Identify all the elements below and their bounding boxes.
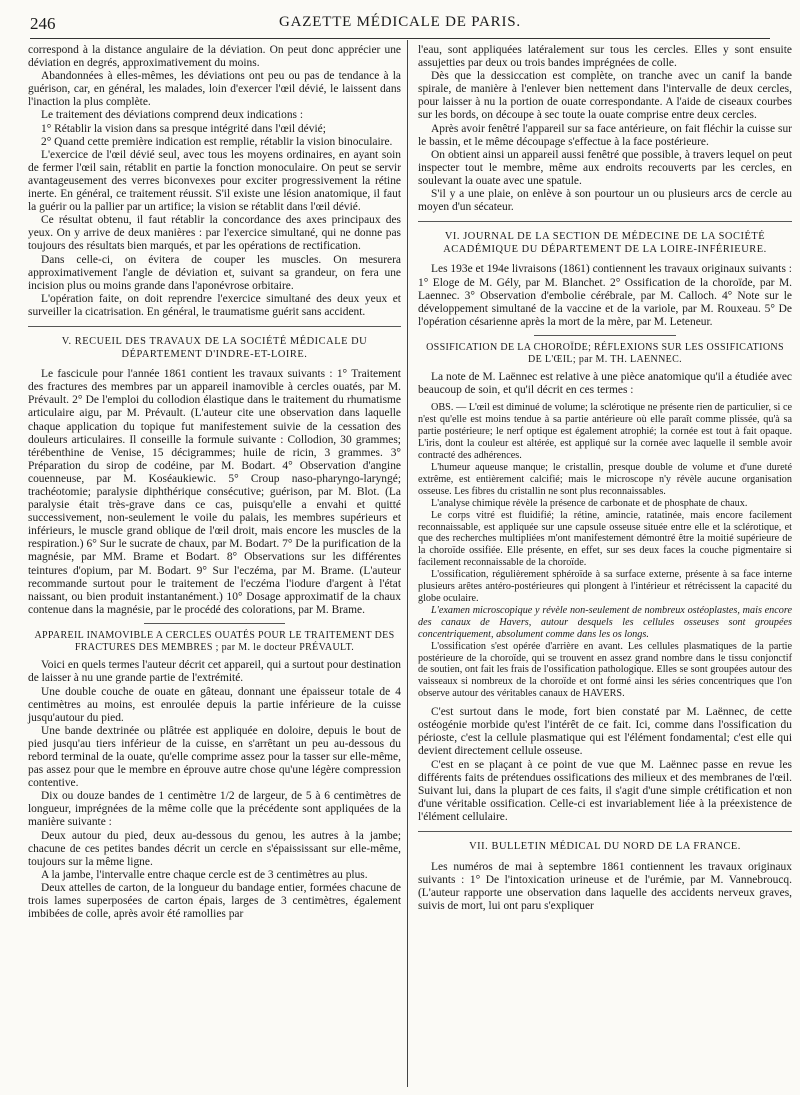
paragraph: correspond à la distance angulaire de la déviation. On peut donc apprécier une déviation en degrés, approximativement du moins.: [28, 44, 401, 70]
section-rule: [418, 221, 792, 222]
paragraph: Le fascicule pour l'année 1861 contient les travaux suivants : 1° Traitement des fractures des membres par un appareil inamovible à cercles ouatés, par M. Prévault. 2° De l'emploi du collodion élastique dans le traitement du rhumatisme articulaire aigu, par M. Prévault. (L'auteur cite une observation dans laquelle chaque application du topique fut manifestement suivie de la cessation des douleurs articulaires. Il conseille la formule suivante : Collodion, 30 grammes; térébenthine de Venise, 15 décigrammes; huile de ricin, 3 grammes. 3° Préparation du sirop de codéine, par M. Bodart. 4° Observation d'angine couenneuse, par M. Koséaukiewic. 5° Croup naso-pharyngo-laryngé; trachéotomie; paralysie diphthérique consécutive; guérison, par M. Blot. (La paralysie était très-grave dans ce cas, puisqu'elle a envahi et quitté successivement, non-seulement le voile du palais, les membres supérieurs et inférieurs, le muscle grand oblique de l'œil droit, mais encore les muscles de la respiration.) 6° Sur le sucrate de chaux, par M. Bodart. 7° De la purification de la magnésie, par MM. Brame et Bodart. 8° Observations sur les différentes teintures d'opium, par M. Bodart. 9° Sur l'eczéma, par M. Brame. (L'auteur recommande surtout pour le traitement de l'eczéma l'iodure d'argent à l'état naissant, ou bien produit instantanément.) 10° Dosage approximatif de la chaux contenue dans la magnésie, par le procédé des colorations, par M. Brame.: [28, 368, 401, 616]
paragraph: 2° Quand cette première indication est remplie, rétablir la vision binoculaire.: [41, 135, 393, 148]
paragraph: Dès que la dessiccation est complète, on tranche avec un canif la bande spirale, de manière à l'enlever bien nettement dans l'intervalle de deux cercles, pour laisser à nu la portion de ouate correspondante. A l'aide de ciseaux courbes sur les bords, on découpe à sec toute la ouate comprise entre deux cercles.: [418, 70, 792, 122]
right-column: [418, 44, 792, 913]
paragraph: l'eau, sont appliquées latéralement sur tous les cercles. Elles y sont ensuite assujetties par deux ou trois bandes imprégnées de colle.: [418, 44, 792, 70]
observation-paragraph: OBS. — L'œil est diminué de volume; la sclérotique ne présente rien de particulier, si ce n'est qu'elle est moins tendue à sa partie antérieure où elle paraît comme plissée, qu'à sa partie postérieure; le nerf optique est également atrophié; la cornée est tout à fait opaque. L'iris, dont la couleur est altérée, est appliqué sur la cornée avec laquelle il semble avoir contracté des adhérences.: [418, 402, 792, 462]
left-column: [28, 44, 401, 921]
observation-paragraph: L'ossification s'est opérée d'arrière en avant. Les cellules plasmatiques de la partie postérieure de la choroïde, qui se trouvent en assez grand nombre dans le tissu conjonctif de soutien, ont fait les frais de l'ossification pathologique. Elles se sont groupées autour des vaisseaux si nombreux de la choroïde et ont formé ainsi les séries concentriques que l'on observe autour des véritables canaux de HAVERS.: [418, 640, 792, 700]
section-heading: VII. BULLETIN MÉDICAL DU NORD DE LA FRANCE.: [469, 840, 741, 852]
section-rule: [534, 335, 676, 336]
paragraph: Une bande dextrinée ou plâtrée est appliquée en doloire, depuis le bout de pied jusqu'au tiers inférieur de la cuisse, en s'arrêtant un peu au-dessous du rebord terminal de la ouate, qu'elle comprime assez pour la tasser sur elle-même, pas assez pour que le membre en éprouve autre chose qu'une légère compression contentive.: [28, 724, 401, 790]
paragraph: L'opération faite, on doit reprendre l'exercice simultané des deux yeux et surveiller la cicatrisation. En général, le traumatisme guérit sans accident.: [28, 292, 401, 318]
section-rule: [418, 831, 792, 832]
observation-paragraph: L'ossification, régulièrement sphéroïde à sa surface externe, présente à sa face interne plusieurs arêtes antéro-postérieures qui plongent à l'intérieur et rétrécissent la capacité du globe oculaire.: [418, 569, 792, 604]
paragraph: C'est surtout dans le mode, fort bien constaté par M. Laënnec, de cette ostéogénie morbide qu'est l'intérêt de ce fait. Ici, comme dans l'ossification du périoste, c'est la cellule plasmatique qui est l'élément fondamental; c'est elle qui devient directement cellule osseuse.: [418, 706, 792, 758]
paragraph: Deux attelles de carton, de la longueur du bandage entier, formées chacune de trois lames superposées de carton épais, larges de 3 centimètres, également imbibées de colle, après avoir été ramollies par: [28, 881, 401, 921]
paragraph: Deux autour du pied, deux au-dessous du genou, les autres à la jambe; chacune de ces petites bandes décrit un cercle en s'épaississant sur elle-même, toujours sur la même ligne.: [28, 829, 401, 868]
paragraph: Une double couche de ouate en gâteau, donnant une épaisseur totale de 4 centimètres au moins, est enroulée depuis la partie inférieure de la cuisse jusqu'autour du pied.: [28, 685, 401, 724]
paragraph: On obtient ainsi un appareil aussi fenêtré que possible, à travers lequel on peut inspecter tout le membre, même aux endroits recouverts par les cercles, en soulevant la ouate avec une spatule.: [418, 148, 792, 187]
header-rule: [30, 38, 770, 39]
paragraph: S'il y a une plaie, on enlève à son pourtour un ou plusieurs arcs de cercle au moyen d'un sécateur.: [418, 188, 792, 214]
observation-paragraph: L'humeur aqueuse manque; le cristallin, presque double de volume et d'une dureté extrême, est entièrement calcifié; mais le microscope n'y révèle aucune organisation osseuse. Les fibres du cristallin ne sont plus reconnaissables.: [418, 462, 792, 497]
paragraph: Dix ou douze bandes de 1 centimètre 1/2 de largeur, de 5 à 6 centimètres de longueur, imprégnées de la même colle que la précédente sont appliquées de la manière suivante :: [28, 790, 401, 829]
article-heading: OSSIFICATION DE LA CHOROÏDE; RÉFLEXIONS SUR LES OSSIFICATIONS DE L'ŒIL; par M. TH. LAENNEC.: [426, 341, 784, 366]
section-heading: V. RECUEIL DES TRAVAUX DE LA SOCIÉTÉ MÉDICALE DU DÉPARTEMENT D'INDRE-ET-LOIRE.: [61, 335, 368, 360]
running-title: GAZETTE MÉDICALE DE PARIS.: [279, 14, 521, 30]
paragraph: Abandonnées à elles-mêmes, les déviations ont peu ou pas de tendance à la guérison, car, en général, les malades, loin d'exercer l'œil dévié, le laissent dans l'inaction la plus complète.: [28, 70, 401, 109]
paragraph: La note de M. Laënnec est relative à une pièce anatomique qu'il a étudiée avec beaucoup de soin, et qu'il décrit en ces termes :: [418, 371, 792, 397]
paragraph: A la jambe, l'intervalle entre chaque cercle est de 3 centimètres au plus.: [41, 868, 368, 881]
observation-block: [418, 402, 792, 700]
observation-paragraph: L'analyse chimique révèle la présence de carbonate et de phosphate de chaux.: [431, 497, 748, 509]
paragraph: C'est en se plaçant à ce point de vue que M. Laënnec passe en revue les différents faits de prétendues ossifications des milieux et des membranes de l'œil. Suivant lui, dans la plupart de ces faits, il s'agit d'une simple crétification et non d'une véritable ossification. Celle-ci est invariablement liée à la préexistence de l'élément cellulaire.: [418, 758, 792, 823]
paragraph: L'exercice de l'œil dévié seul, avec tous les moyens ordinaires, en ayant soin de fermer l'œil sain, rétablit en partie la fonction monoculaire. On peut se servir avantageusement des verres biconvexes pour exciter progressivement la rétine inerte. En général, ce traitement réussit. S'il existe une lésion anatomique, il faut la guérir ou la pallier par un artifice; la vision se rétablit dans l'œil dévié.: [28, 148, 401, 214]
section-rule: [144, 623, 286, 624]
paragraph: Après avoir fenêtré l'appareil sur sa face antérieure, on fait fléchir la cuisse sur le bassin, et le même découpage s'effectue à la face postérieure.: [418, 122, 792, 148]
page-header: [30, 14, 770, 40]
paragraph: Dans celle-ci, on évitera de couper les muscles. On mesurera approximativement l'angle de déviation et, suivant sa grandeur, on fera une incision plus ou moins grande dans l'aponévrose orbitaire.: [28, 253, 401, 292]
section-rule: [28, 326, 401, 327]
observation-paragraph: Le corps vitré est fluidifié; la rétine, amincie, ratatinée, mais encore facilement reconnaissable, est appliquée sur une capsule osseuse située entre elle et la sclérotique, et que des recherches multipliées m'ont manifestement démontré être la moitié supérieure de la choroïde ossifiée. Elle présente, en effet, sur ses deux faces la couche pigmentaire si facilement reconnaissable de la choroïde.: [418, 509, 792, 569]
paragraph: Les numéros de mai à septembre 1861 contiennent les travaux originaux suivants : 1° De l'intoxication urineuse et de l'urémie, par M. Vannebroucq. (L'auteur rapporte une observation dans laquelle des accidents nerveux graves, suivis de mort, lui ont paru s'expliquer: [418, 860, 792, 912]
column-divider: [407, 40, 408, 1087]
page-number: 246: [30, 14, 56, 33]
observation-paragraph: L'examen microscopique y révèle non-seulement de nombreux ostéoplastes, mais encore des canaux de Havers, autour desquels les cellules osseuses sont groupées concentriquement, absolument comme dans les os longs.: [418, 604, 792, 640]
paragraph: Le traitement des déviations comprend deux indications :: [41, 109, 304, 122]
paragraph: Voici en quels termes l'auteur décrit cet appareil, qui a surtout pour destination de laisser à nu une grande partie de l'extrémité.: [28, 659, 401, 685]
article-heading: APPAREIL INAMOVIBLE A CERCLES OUATÉS POUR LE TRAITEMENT DES FRACTURES DES MEMBRES ; par M. le docteur PRÉVAULT.: [34, 629, 395, 654]
paragraph: 1° Rétablir la vision dans sa presque intégrité dans l'œil dévié;: [41, 122, 326, 135]
paragraph: Ce résultat obtenu, il faut rétablir la concordance des axes principaux des yeux. On y arrive de deux manières : par l'exercice simultané, qui ne donne pas toujours des résultats bien marqués, et par les opérations de rectification.: [28, 214, 401, 253]
section-heading: VI. JOURNAL DE LA SECTION DE MÉDECINE DE LA SOCIÉTÉ ACADÉMIQUE DU DÉPARTEMENT DE LA LOIRE-INFÉRIEURE.: [443, 231, 767, 255]
paragraph: Les 193e et 194e livraisons (1861) contiennent les travaux originaux suivants : 1° Eloge de M. Gély, par M. Blanchet. 2° Ossification de la choroïde, par M. Laennec. 3° Observation d'embolie cérébrale, par M. Calloch. 4° Note sur le développement simultané de la vaccine et de la variole, par M. Rouxeau. 5° De l'opération césarienne après la mort de la mère, par M. Leteneur.: [418, 263, 792, 328]
